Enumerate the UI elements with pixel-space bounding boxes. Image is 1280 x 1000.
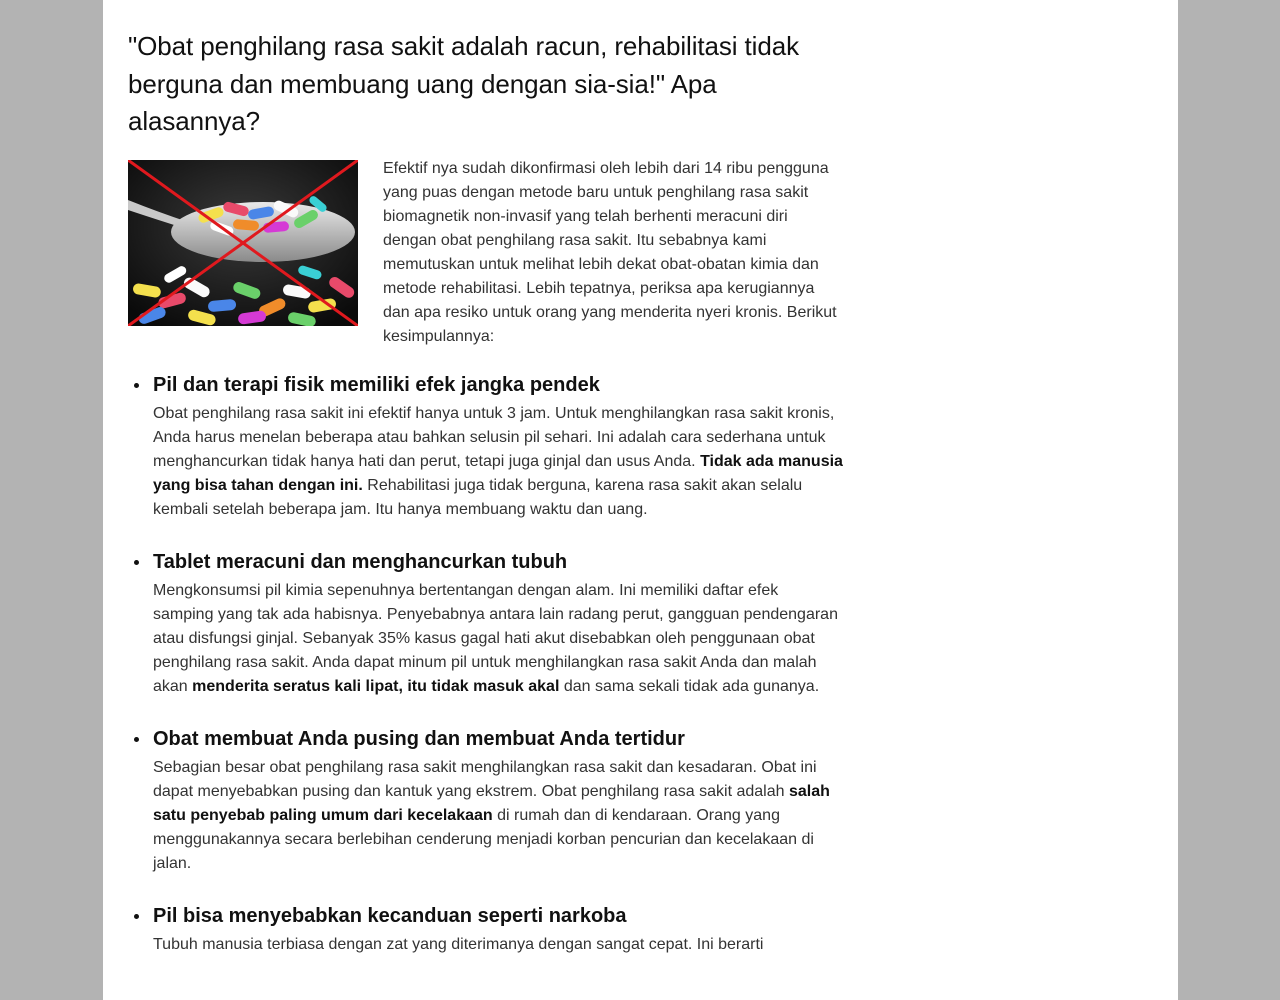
list-item <box>128 903 843 957</box>
point-emphasis: Tidak ada manusia yang bisa tahan dengan ini. <box>153 452 843 494</box>
list-item <box>128 372 843 522</box>
point-title: Obat membuat Anda pusing dan membuat Anda tertidur <box>153 727 685 750</box>
article-title: "Obat penghilang rasa sakit adalah racun, rehabilitasi tidak berguna dan membuang uang dengan sia-sia!" Apa alasannya? <box>128 31 799 136</box>
point-title: Tablet meracuni dan menghancurkan tubuh <box>153 550 568 573</box>
intro-paragraph: Efektif nya sudah dikonfirmasi oleh lebih dari 14 ribu pengguna yang puas dengan metode baru untuk penghilang rasa sakit biomagnetik non-invasif yang telah berhenti meracuni diri dengan obat penghilang rasa sakit. Itu sebabnya kami memutuskan untuk melihat lebih dekat obat-obatan kimia dan metode rehabilitasi. Lebih tepatnya, periksa apa kerugiannya dan apa resiko untuk orang yang menderita nyeri kronis. Berikut kesimpulannya: <box>383 159 837 345</box>
crossed-out-pills-image <box>128 160 358 326</box>
point-title: Pil dan terapi fisik memiliki efek jangka pendek <box>153 373 600 396</box>
bullet-icon <box>134 383 139 388</box>
pills-illustration <box>128 160 358 326</box>
article-page <box>103 0 1178 1000</box>
point-title: Pil bisa menyebabkan kecanduan seperti narkoba <box>153 904 627 927</box>
bullet-icon <box>134 914 139 919</box>
key-points-list <box>128 372 843 957</box>
bullet-icon <box>134 560 139 565</box>
list-item <box>128 549 843 699</box>
bullet-icon <box>134 737 139 742</box>
point-text: Obat penghilang rasa sakit ini efektif hanya untuk 3 jam. Untuk menghilangkan rasa sakit kronis, Anda harus menelan beberapa atau bahkan selusin pil sehari. Ini adalah cara sederhana untuk menghancurkan tidak hanya hati dan perut, tetapi juga ginjal dan usus Anda. Tidak ada manusia yang bisa tahan dengan ini. Rehabilitasi juga tidak berguna, karena rasa sakit akan selalu kembali setelah beberapa jam. Itu hanya membuang waktu dan uang. <box>153 404 843 518</box>
point-text: Tubuh manusia terbiasa dengan zat yang diterimanya dengan sangat cepat. Ini berarti <box>153 935 764 953</box>
point-emphasis: menderita seratus kali lipat, itu tidak masuk akal <box>192 677 560 695</box>
point-emphasis: salah satu penyebab paling umum dari kecelakaan <box>153 782 830 824</box>
article-body <box>128 28 843 984</box>
list-item <box>128 726 843 876</box>
point-text: Sebagian besar obat penghilang rasa sakit menghilangkan rasa sakit dan kesadaran. Obat ini dapat menyebabkan pusing dan kantuk yang ekstrem. Obat penghilang rasa sakit adalah salah satu penyebab paling umum dari kecelakaan di rumah dan di kendaraan. Orang yang menggunakannya secara berlebihan cenderung menjadi korban pencurian dan kecelakaan di jalan. <box>153 758 830 872</box>
intro-section <box>128 157 843 347</box>
point-text: Mengkonsumsi pil kimia sepenuhnya bertentangan dengan alam. Ini memiliki daftar efek samping yang tak ada habisnya. Penyebabnya antara lain radang perut, gangguan pendengaran atau disfungsi ginjal. Sebanyak 35% kasus gagal hati akut disebabkan oleh penggunaan obat penghilang rasa sakit. Anda dapat minum pil untuk menghilangkan rasa sakit Anda dan malah akan menderita seratus kali lipat, itu tidak masuk akal dan sama sekali tidak ada gunanya. <box>153 581 838 695</box>
